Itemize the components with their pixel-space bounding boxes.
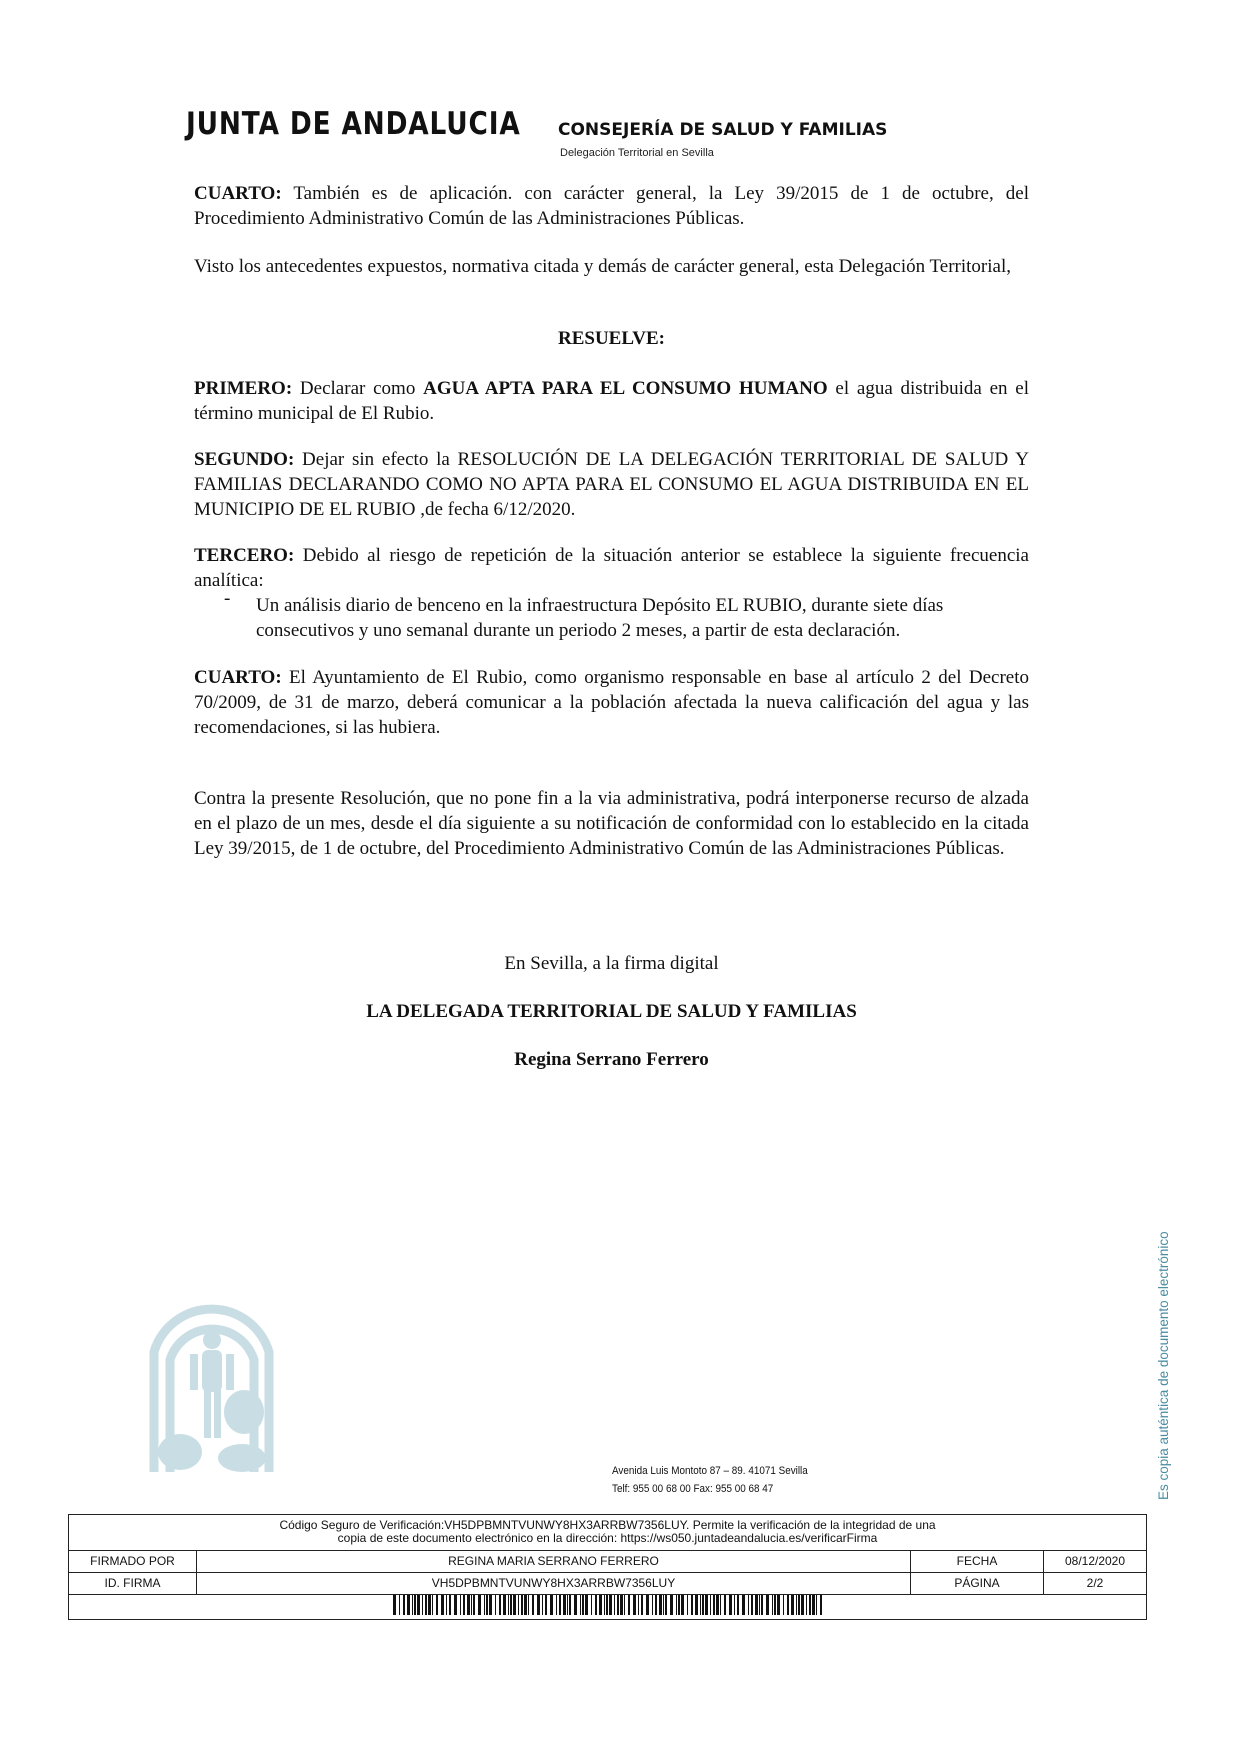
paragraph-primero <box>194 376 1029 426</box>
text-primero-pre: Declarar como <box>292 378 424 399</box>
address-line: Avenida Luis Montoto 87 – 89. 41071 Sevilla <box>612 1465 808 1477</box>
bullet-dash: - <box>224 588 231 609</box>
paragraph-cuarto <box>194 665 1029 740</box>
paragraph-tercero <box>194 543 1029 593</box>
verification-line-2: copia de este documento electrónico en la dirección: https://ws050.juntadeandalucia.es/verificarFirma <box>337 1531 878 1545</box>
paragraph-segundo <box>194 447 1029 522</box>
date-value: 08/12/2020 <box>1064 1554 1126 1568</box>
signed-by-value: REGINA MARIA SERRANO FERRERO <box>197 1551 911 1572</box>
department-title: CONSEJERÍA DE SALUD Y FAMILIAS <box>558 120 888 140</box>
signature-place: En Sevilla, a la firma digital <box>504 953 719 974</box>
junta-emblem-icon <box>144 1262 274 1480</box>
signature-id-row <box>69 1572 1146 1594</box>
phone-line: Telf: 955 00 68 00 Fax: 955 00 68 47 <box>612 1483 774 1495</box>
signature-title: LA DELEGADA TERRITORIAL DE SALUD Y FAMILIAS <box>366 1001 857 1022</box>
signature-name: Regina Serrano Ferrero <box>514 1049 709 1070</box>
bullet-text: Un análisis diario de benceno en la infraestructura Depósito EL RUBIO, durante siete días consecutivos y uno semanal durante un periodo 2 meses, a partir de esta declaración. <box>256 595 944 641</box>
verification-line-1: Código Seguro de Verificación:VH5DPBMNTVUNWY8HX3ARRBW7356LUY. Permite la verificación de la integridad de una <box>279 1518 936 1532</box>
text-tercero: Debido al riesgo de repetición de la situación anterior se establece la siguiente frecuencia analítica: <box>194 545 1029 591</box>
label-segundo: SEGUNDO: <box>194 449 295 470</box>
text-segundo: Dejar sin efecto la RESOLUCIÓN DE LA DELEGACIÓN TERRITORIAL DE SALUD Y FAMILIAS DECLARANDO COMO NO APTA PARA EL CONSUMO EL AGUA DISTRIBUIDA EN EL MUNICIPIO DE EL RUBIO ,de fecha 6/12/2020. <box>194 449 1029 520</box>
label-cuarto-intro: CUARTO: <box>194 183 282 204</box>
date-label: FECHA <box>911 1551 1044 1572</box>
label-primero: PRIMERO: <box>194 378 293 399</box>
barcode-icon <box>393 1595 823 1615</box>
address-block <box>612 1462 808 1498</box>
signature-id-label: ID. FIRMA <box>69 1573 197 1594</box>
paragraph-visto: Visto los antecedentes expuestos, normativa citada y demás de carácter general, esta Delegación Territorial, <box>194 256 1011 277</box>
text-primero-bold: AGUA APTA PARA EL CONSUMO HUMANO <box>423 378 828 399</box>
signature-verification-box <box>68 1514 1147 1620</box>
page-value: 2/2 <box>1086 1576 1104 1590</box>
paragraph-recurso: Contra la presente Resolución, que no pone fin a la via administrativa, podrá interponerse recurso de alzada en el plazo de un mes, desde el día siguiente a su notificación de conformidad con lo establecido en la citada Ley 39/2015, de 1 de octubre, del Procedimiento Administrativo Común de las Administraciones Públicas. <box>194 788 1029 859</box>
text-primero-post: el agua distribuida en el término municipal de El Rubio. <box>194 378 1030 424</box>
authentic-copy-note: Es copia auténtica de documento electrónico <box>1156 1231 1171 1500</box>
signed-by-label: FIRMADO POR <box>69 1551 197 1572</box>
text-cuarto: El Ayuntamiento de El Rubio, como organismo responsable en base al artículo 2 del Decreto 70/2009, de 31 de marzo, deberá comunicar a la población afectada la nueva calificación del agua y las recomendaciones, si las hubiera. <box>194 667 1029 738</box>
signed-by-row <box>69 1550 1146 1572</box>
paragraph-cuarto-intro <box>194 181 1029 231</box>
signature-id-value: VH5DPBMNTVUNWY8HX3ARRBW7356LUY <box>197 1573 911 1594</box>
text-cuarto-intro: También es de aplicación. con carácter general, la Ley 39/2015 de 1 de octubre, del Procedimiento Administrativo Común de las Administraciones Públicas. <box>194 183 1029 229</box>
verification-text <box>69 1519 1146 1545</box>
department-subtitle: Delegación Territorial en Sevilla <box>560 147 714 159</box>
label-tercero: TERCERO: <box>194 545 295 566</box>
junta-logo-text: JUNTA DE ANDALUCIA <box>186 106 521 142</box>
label-cuarto: CUARTO: <box>194 667 282 688</box>
resolve-heading: RESUELVE: <box>557 328 665 349</box>
page-label: PÁGINA <box>911 1573 1044 1594</box>
